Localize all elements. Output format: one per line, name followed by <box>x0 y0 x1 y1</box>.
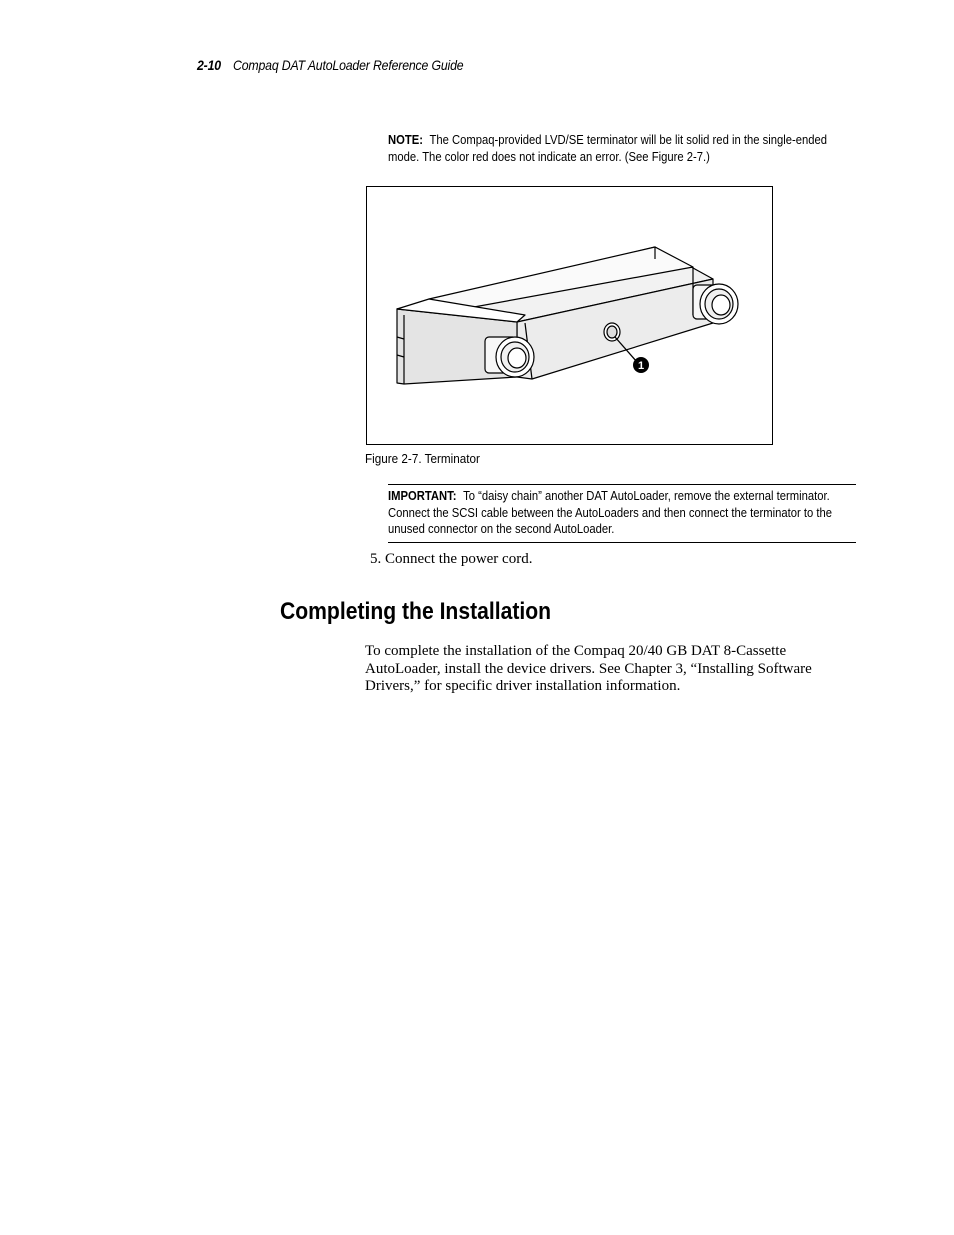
note-label: NOTE: <box>388 133 424 147</box>
figure-caption: Figure 2-7. Terminator <box>365 451 480 466</box>
note-text: The Compaq-provided LVD/SE terminator will be lit solid red in the single-ended mode. The color red does not indicate an error. (See Figure 2-7.) <box>388 133 828 164</box>
section-heading: Completing the Installation <box>280 598 552 625</box>
important-label: IMPORTANT: <box>388 489 457 503</box>
guide-title: Compaq DAT AutoLoader Reference Guide <box>233 57 464 73</box>
callout-number: 1 <box>637 360 645 372</box>
step-item: 5. Connect the power cord. <box>370 551 533 567</box>
section-body: To complete the installation of the Compaq 20/40 GB DAT 8-Cassette AutoLoader, install the device drivers. See Chapter 3, “Installing Software Drivers,” for specific driver installation information. <box>365 643 812 694</box>
running-header <box>197 57 463 73</box>
terminator-figure <box>366 186 773 445</box>
important-block <box>388 488 856 538</box>
important-text: To “daisy chain” another DAT AutoLoader, remove the external terminator. Connect the SCSI cable between the AutoLoaders and then connect the terminator to the unused connector on the second AutoLoader. <box>388 489 833 536</box>
important-bottom-rule <box>388 542 856 543</box>
important-top-rule <box>388 484 856 485</box>
note-block <box>388 132 856 166</box>
page-number: 2-10 <box>197 57 221 73</box>
terminator-illustration <box>367 187 772 444</box>
